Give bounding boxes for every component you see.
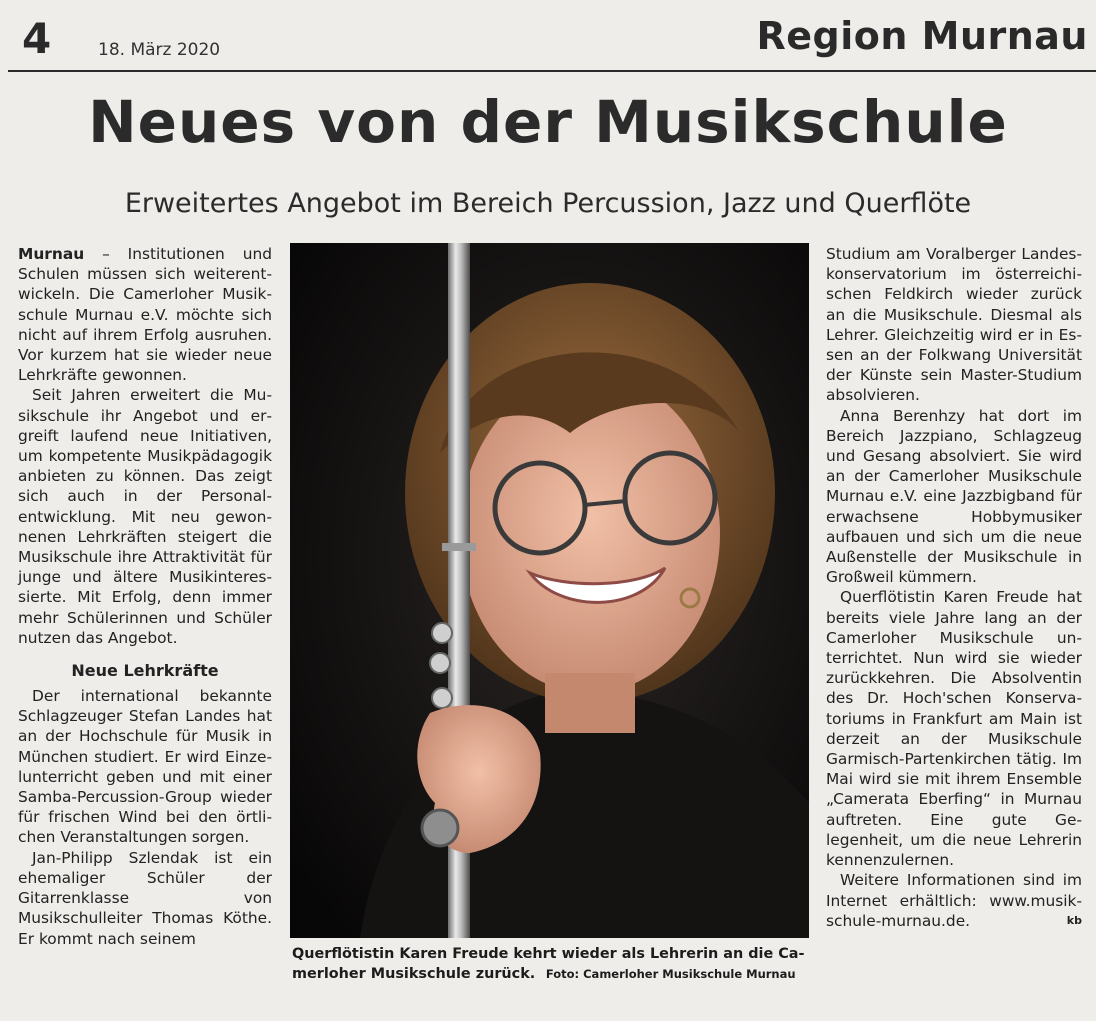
paragraph-intro bbox=[18, 244, 272, 385]
paragraph: Seit Jahren erweitert die Musikschule ihr Angebot und ergreift laufend neue Initiativen, um kompetente Musikpädagogik anbieten zu können. Das zeigt sich auch in der Personalentwicklung. Mit neu gewonnenen Lehrkräften steigert die Musikschule ihre Attraktivität für junge und ältere Musikinteressierte. Mit Erfolg, denn immer mehr Schülerinnen und Schüler nutzen das Angebot. bbox=[18, 386, 272, 647]
author-signature: kb bbox=[1066, 913, 1082, 927]
paragraph: Studium am Voralberger Landeskonservatorium im österreichischen Feldkirch wieder zurück an die Musikschule. Diesmal als Lehrer. Gleichzeitig wird er in Essen an der Folkwang Universität der Künste sein Master-Studium absolvieren. bbox=[826, 245, 1082, 405]
paragraph: Der international bekannte Schlagzeuger Stefan Landes hat an der Hochschule für Musik in München studiert. Er wird Einzelunterricht geben und mit einer Samba-Percussion-Group wieder für frischen Wind bei den örtlichen Veranstaltungen sorgen. bbox=[18, 687, 272, 847]
page-header bbox=[0, 0, 1096, 72]
photo-credit: Foto: Camerloher Musikschule Murnau bbox=[545, 967, 796, 981]
portrait-image bbox=[290, 243, 809, 938]
page-number: 4 bbox=[22, 14, 52, 63]
photo-caption bbox=[292, 944, 812, 984]
article-headline: Neues von der Musikschule bbox=[88, 88, 1008, 156]
article-column-3 bbox=[826, 244, 1082, 931]
section-title: Region Murnau bbox=[756, 14, 1088, 58]
paragraph-text: Weitere Informationen sind im Internet erhältlich: www.musikschule-murnau.de. bbox=[826, 871, 1082, 930]
issue-date: 18. März 2020 bbox=[98, 40, 221, 60]
article-subheadline: Erweitertes Angebot im Bereich Percussion, Jazz und Querflöte bbox=[124, 188, 972, 219]
paragraph-with-signature bbox=[826, 870, 1082, 931]
paragraph: Querflötistin Karen Freude hat bereits viele Jahre lang an der Camerloher Musikschule unterrichtet. Nun wird sie wieder zurückkehren. Die Absolventin des Dr. Hoch'schen Konservatoriums in Frankfurt am Main ist derzeit an der Musikschule Garmisch-Partenkirchen tätig. Im Mai wird sie mit ihrem Ensemble „Camerata Eberfing“ in Murnau auftreten. Eine gute Gelegenheit, um die neue Lehrerin kennenzulernen. bbox=[826, 588, 1082, 870]
article-subtitle: Neue Lehrkräfte bbox=[71, 661, 219, 681]
paragraph: Anna Berenhzy hat dort im Bereich Jazzpiano, Schlagzeug und Gesang absolviert. Sie wird an der Camerloher Musikschule Murnau e.V. eine Jazzbigband für erwachsene Hobbymusiker aufbauen und sich um die neue Außenstelle der Musikschule in Großweil kümmern. bbox=[826, 406, 1082, 587]
header-rule bbox=[8, 70, 1096, 72]
dateline-place: Murnau bbox=[18, 245, 85, 263]
article-photo bbox=[290, 243, 809, 938]
paragraph: Jan-Philipp Szlendak ist ein ehemaliger Schüler der Gitarrenklasse von Musikschulleiter Thomas Köthe. Er kommt nach seinem bbox=[18, 848, 272, 948]
paragraph-intro-text: – Institutionen und Schulen müssen sich weiterentwickeln. Die Camerloher Musikschule Murnau e.V. möchte sich nicht auf ihrem Erfolg ausruhen. Vor kurzem hat sie wieder neue Lehrkräfte gewonnen. bbox=[18, 245, 272, 385]
caption-text: Querflötistin Karen Freude kehrt wieder als Lehrerin an die Camerloher Musikschule zurück. bbox=[292, 946, 805, 982]
article-column-1 bbox=[18, 244, 272, 949]
